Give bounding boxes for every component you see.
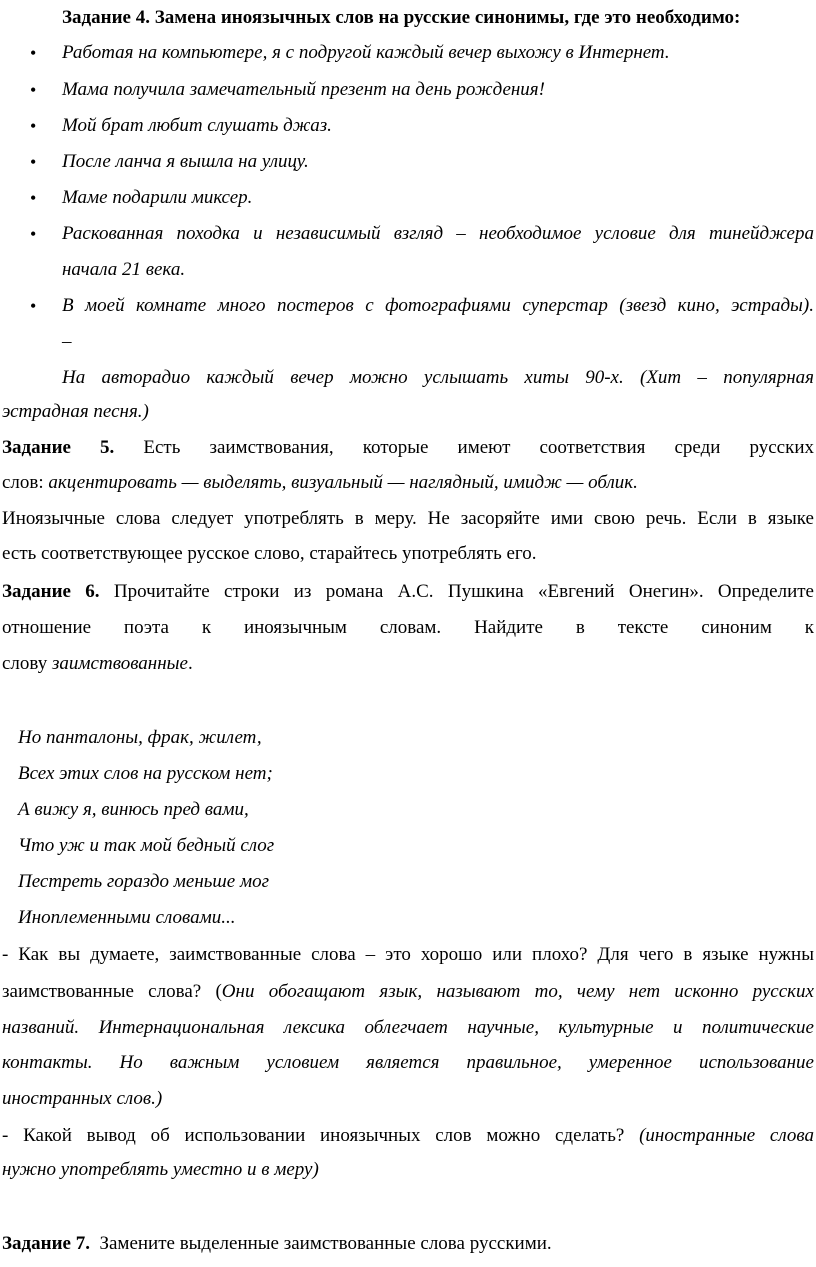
bullet-1: • (30, 43, 37, 63)
question1-line3: названий. Интернациональная лексика облегчает научные, культурные и политические (2, 1017, 814, 1038)
task6-line3 (2, 652, 193, 676)
task5-label: Задание 5. (2, 437, 115, 458)
poem-line-6: Иноплеменными словами... (18, 907, 236, 928)
question1-line2 (2, 980, 814, 1004)
bullet-4: • (30, 152, 37, 172)
task6-line3-suffix: . (187, 653, 193, 674)
task5-examples: акцентировать — выделять, визуальный — наглядный, имидж — облик. (48, 472, 638, 493)
task4-title: Задание 4. Замена иноязычных слов на русские синонимы, где это необходимо: (62, 7, 741, 28)
task4-item-7: В моей комнате много постеров с фотографиями суперстар (звезд кино, эстрады). (62, 295, 814, 316)
task6-line1 (2, 580, 814, 604)
task4-item-1: Работая на компьютере, я с подругой каждый вечер выхожу в Интернет. (62, 42, 670, 63)
task5-para-line1: Иноязычные слова следует употреблять в меру. Не засоряйте ими свою речь. Если в языке (2, 508, 814, 529)
task4-item-7-dash: – (62, 331, 72, 352)
task4-item-3: Мой брат любит слушать джаз. (62, 115, 332, 136)
question2-line2: нужно употреблять уместно и в меру) (2, 1159, 319, 1180)
task6-line3-prefix: слову (2, 653, 48, 674)
task4-item-2: Мама получила замечательный презент на день рождения! (62, 79, 545, 100)
task5-line1 (2, 436, 814, 460)
question1-line1: - Как вы думаете, заимствованные слова – это хорошо или плохо? Для чего в языке нужны (2, 944, 814, 965)
bullet-7: • (30, 296, 37, 316)
poem-line-1: Но панталоны, фрак, жилет, (18, 727, 262, 748)
task7-label: Задание 7. (2, 1233, 90, 1254)
question1-line4: контакты. Но важным условием является правильное, умеренное использование (2, 1052, 814, 1073)
task6-label: Задание 6. (2, 581, 100, 602)
poem-line-2: Всех этих слов на русском нет; (18, 763, 273, 784)
bullet-5: • (30, 188, 37, 208)
question2-line1 (2, 1124, 814, 1148)
task5-line2-prefix: слов: (2, 472, 44, 493)
task7-line (2, 1232, 552, 1256)
task7-text: Замените выделенные заимствованные слова русскими. (99, 1233, 552, 1254)
bullet-3: • (30, 116, 37, 136)
task4-item-4: После ланча я вышла на улицу. (62, 151, 309, 172)
task5-para-line2: есть соответствующее русское слово, старайтесь употреблять его. (2, 543, 537, 564)
task5-line2 (2, 471, 638, 495)
poem-line-5: Пестреть гораздо меньше мог (18, 871, 269, 892)
bullet-2: • (30, 80, 37, 100)
task4-item-5: Маме подарили миксер. (62, 187, 253, 208)
task5-line1-text: Есть заимствования, которые имеют соответствия среди русских (143, 437, 815, 458)
task4-item-6: Раскованная походка и независимый взгляд – необходимое условие для тинейджера (62, 223, 814, 244)
task4-item-6-cont: начала 21 века. (62, 259, 186, 280)
question1-answer-start: Они обогащают язык, называют то, чему нет исконно русских (221, 981, 814, 1002)
question1-line5: иностранных слов.) (2, 1088, 163, 1109)
question2-answer-start: (иностранные слова (639, 1125, 814, 1146)
task4-note-line1: На авторадио каждый вечер можно услышать хиты 90-х. (Хит – популярная (62, 367, 814, 388)
task6-line2: отношение поэта к иноязычным словам. Найдите в тексте синоним к (2, 617, 814, 638)
task4-note-line2: эстрадная песня.) (2, 401, 149, 422)
poem-line-3: А вижу я, винюсь пред вами, (18, 799, 249, 820)
question2-line1-prefix: - Какой вывод об использовании иноязычных слов можно сделать? (2, 1125, 625, 1146)
task6-keyword: заимствованные (52, 653, 188, 674)
task6-line1-text: Прочитайте строки из романа А.С. Пушкина «Евгений Онегин». Определите (113, 581, 814, 602)
bullet-6: • (30, 224, 37, 244)
poem-line-4: Что уж и так мой бедный слог (18, 835, 275, 856)
question1-line2-prefix: заимствованные слова? ( (2, 981, 222, 1002)
